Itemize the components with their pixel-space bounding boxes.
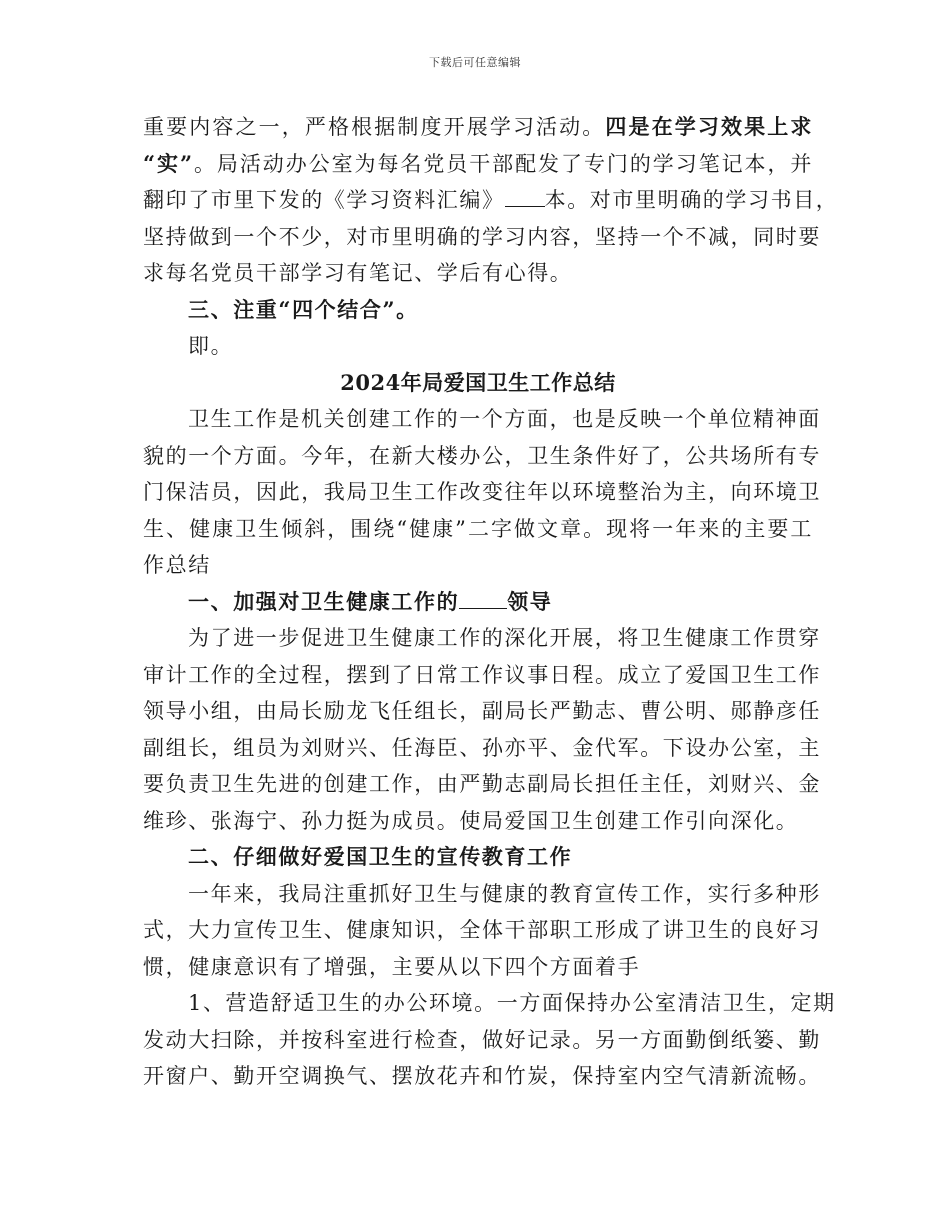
paragraph-line: 卫生工作是机关创建工作的一个方面，也是反映一个单位精神面 bbox=[188, 407, 821, 431]
document-body bbox=[143, 109, 839, 1095]
paragraph-line: 生、健康卫生倾斜，围绕“健康”二字做文章。现将一年来的主要工 bbox=[143, 516, 813, 541]
paragraph-line: 1、营造舒适卫生的办公环境。一方面保持办公室清洁卫生，定期 bbox=[188, 991, 836, 1015]
fill-in-blank bbox=[459, 588, 507, 609]
paragraph-line: 门保洁员，因此，我局卫生工作改变往年以环境整治为主，向环境卫 bbox=[143, 480, 821, 504]
paragraph-line: 领导小组，由局长励龙飞任组长，副局长严勤志、曹公明、郧静彦任 bbox=[143, 699, 821, 723]
paragraph-line: 作总结 bbox=[143, 553, 211, 577]
paragraph-line: 惯，健康意识有了增强，主要从以下四个方面着手 bbox=[143, 954, 641, 979]
document-title: 2024年局爱国卫生工作总结 bbox=[340, 369, 616, 395]
text-run: 翻印了市里下发的《学习资料汇编》 bbox=[143, 188, 505, 212]
paragraph-line: 为了进一步促进卫生健康工作的深化开展，将卫生健康工作贯穿 bbox=[188, 626, 821, 650]
section-heading: 三、注重“四个结合”。 bbox=[188, 296, 419, 322]
paragraph-line: 要负责卫生先进的创建工作，由严勤志副局长担任主任，刘财兴、金 bbox=[143, 772, 821, 796]
bold-text-run: 四是在学习效果上求 bbox=[605, 114, 813, 139]
paragraph-line: 坚持做到一个不少，对市里明确的学习内容，坚持一个不减，同时要 bbox=[143, 224, 821, 249]
text-run: 重要内容之一，严格根据制度开展学习活动。 bbox=[143, 115, 606, 139]
heading-text: 一、加强对卫生健康工作的 bbox=[188, 588, 460, 614]
text-run: 。局活动办公室为每名党员干部配发了专门的学习笔记本，并 bbox=[193, 151, 813, 176]
paragraph-line: 求每名党员干部学习有笔记、学后有心得。 bbox=[143, 261, 573, 285]
paragraph-line: 审计工作的全过程，摆到了日常工作议事日程。成立了爱国卫生工作 bbox=[143, 662, 821, 687]
paragraph-line: 即。 bbox=[188, 334, 234, 358]
paragraph-line: 维珍、张海宁、孙力挺为成员。使局爱国卫生创建工作引向深化。 bbox=[143, 808, 799, 833]
paragraph-line bbox=[143, 146, 813, 183]
section-heading bbox=[143, 584, 813, 621]
paragraph-line: 开窗户、勤开空调换气、摆放花卉和竹炭，保持室内空气清新流畅。 bbox=[143, 1064, 821, 1088]
heading-text: 领导 bbox=[507, 588, 553, 614]
paragraph-line: 发动大扫除，并按科室进行检查，做好记录。另一方面勤倒纸篓、勤 bbox=[143, 1027, 821, 1052]
section-heading: 二、仔细做好爱国卫生的宣传教育工作 bbox=[188, 844, 573, 869]
bold-text-run: “实” bbox=[143, 150, 194, 176]
text-run: 本。对市里明确的学习书目， bbox=[544, 188, 839, 212]
fill-in-blank bbox=[505, 186, 545, 207]
paragraph-line: 式，大力宣传卫生、健康知识，全体干部职工形成了讲卫生的良好习 bbox=[143, 918, 821, 942]
paragraph-line: 副组长，组员为刘财兴、任海臣、孙亦平、金代军。下设办公室，主 bbox=[143, 735, 821, 760]
paragraph-line bbox=[143, 182, 839, 219]
paragraph-line bbox=[143, 109, 813, 146]
page-header-note: 下载后可任意编辑 bbox=[429, 56, 521, 69]
paragraph-line: 貌的一个方面。今年，在新大楼办公，卫生条件好了，公共场所有专 bbox=[143, 443, 821, 468]
paragraph-line: 一年来，我局注重抓好卫生与健康的教育宣传工作，实行多种形 bbox=[188, 881, 821, 906]
